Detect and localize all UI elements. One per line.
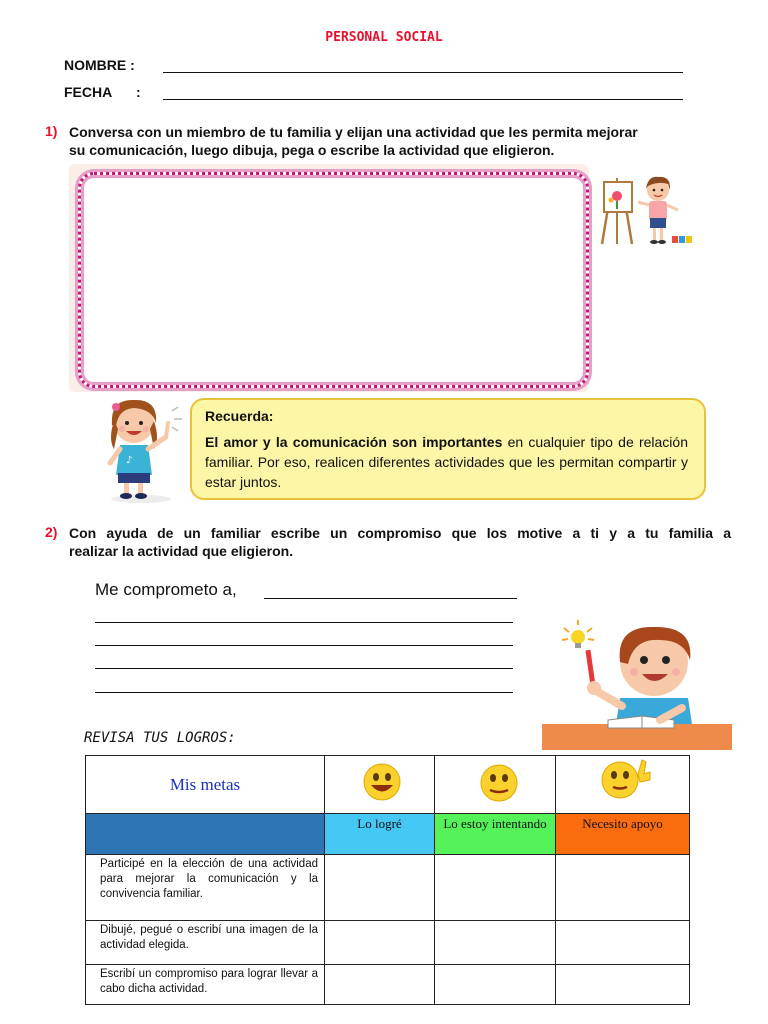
girl-pointing-illustration [96, 393, 186, 505]
goals-column-row [86, 814, 690, 855]
page-title: PERSONAL SOCIAL [325, 30, 443, 45]
smiley-happy-icon [325, 756, 434, 808]
smiley-trying-icon [435, 756, 555, 808]
column-achieved: Lo logré [325, 814, 435, 855]
question-2-text [69, 524, 731, 560]
review-heading: REVISA TUS LOGROS: [84, 730, 236, 746]
check-cell-3-help[interactable] [556, 965, 690, 1005]
icon-cell-help [556, 756, 690, 814]
commitment-line-1[interactable] [264, 598, 517, 599]
reminder-bold-text: El amor y la comunicación son importantes [205, 434, 503, 450]
criterion-2: Dibujé, pegué o escribí una imagen de la actividad elegida. [86, 921, 325, 965]
question-2-line-1: Con ayuda de un familiar escribe un compromiso que los motive a ti y a tu familia a [69, 525, 731, 541]
goals-icon-row [86, 756, 690, 814]
goals-table [85, 755, 690, 1005]
check-cell-2-help[interactable] [556, 921, 690, 965]
name-field[interactable] [163, 72, 683, 73]
smiley-help-icon [556, 756, 689, 808]
question-2-line-2: realizar la actividad que eligieron. [69, 543, 294, 559]
date-field[interactable] [163, 99, 683, 100]
svg-text:♪: ♪ [126, 455, 133, 466]
icon-cell-achieved [325, 756, 435, 814]
table-row [86, 965, 690, 1005]
check-cell-2-trying[interactable] [435, 921, 556, 965]
table-row [86, 855, 690, 921]
icon-cell-trying [435, 756, 556, 814]
painter-girl-illustration [598, 172, 693, 252]
check-cell-1-help[interactable] [556, 855, 690, 921]
question-1-text [69, 123, 719, 159]
question-1-line-2: su comunicación, luego dibuja, pega o escribe la actividad que eligieron. [69, 142, 555, 158]
question-2-number: 2) [45, 524, 58, 540]
commitment-lead: Me comprometo a, [95, 580, 237, 599]
check-cell-3-trying[interactable] [435, 965, 556, 1005]
goals-blue-cell [86, 814, 325, 855]
lightbulb-icon [562, 620, 594, 648]
date-colon: : [136, 84, 141, 100]
question-1-number: 1) [45, 123, 58, 139]
question-1-line-1: Conversa con un miembro de tu familia y elijan una actividad que les permita mejorar [69, 124, 638, 140]
commitment-line-2[interactable] [95, 622, 513, 623]
criterion-3: Escribí un compromiso para lograr llevar a cabo dicha actividad. [86, 965, 325, 1005]
name-label: NOMBRE : [64, 57, 135, 73]
commitment-line-4[interactable] [95, 668, 513, 669]
check-cell-1-trying[interactable] [435, 855, 556, 921]
check-cell-2-achieved[interactable] [325, 921, 435, 965]
reminder-rest-text: en cualquier tipo de relación familiar. Por eso, realicen diferentes actividades que les permitan compartir y estar juntos. [205, 434, 688, 490]
column-trying: Lo estoy intentando [435, 814, 556, 855]
reminder-body [205, 432, 688, 492]
drawing-area[interactable] [78, 172, 589, 388]
goals-header: Mis metas [86, 756, 325, 814]
column-need-help: Necesito apoyo [556, 814, 690, 855]
boy-writing-illustration [542, 620, 732, 750]
commitment-line-3[interactable] [95, 645, 513, 646]
reminder-title: Recuerda: [205, 408, 274, 424]
check-cell-3-achieved[interactable] [325, 965, 435, 1005]
check-cell-1-achieved[interactable] [325, 855, 435, 921]
table-row [86, 921, 690, 965]
criterion-1: Participé en la elección de una actividad para mejorar la comunicación y la convivencia familiar. [86, 855, 325, 921]
commitment-line-5[interactable] [95, 692, 513, 693]
date-label: FECHA [64, 84, 113, 100]
